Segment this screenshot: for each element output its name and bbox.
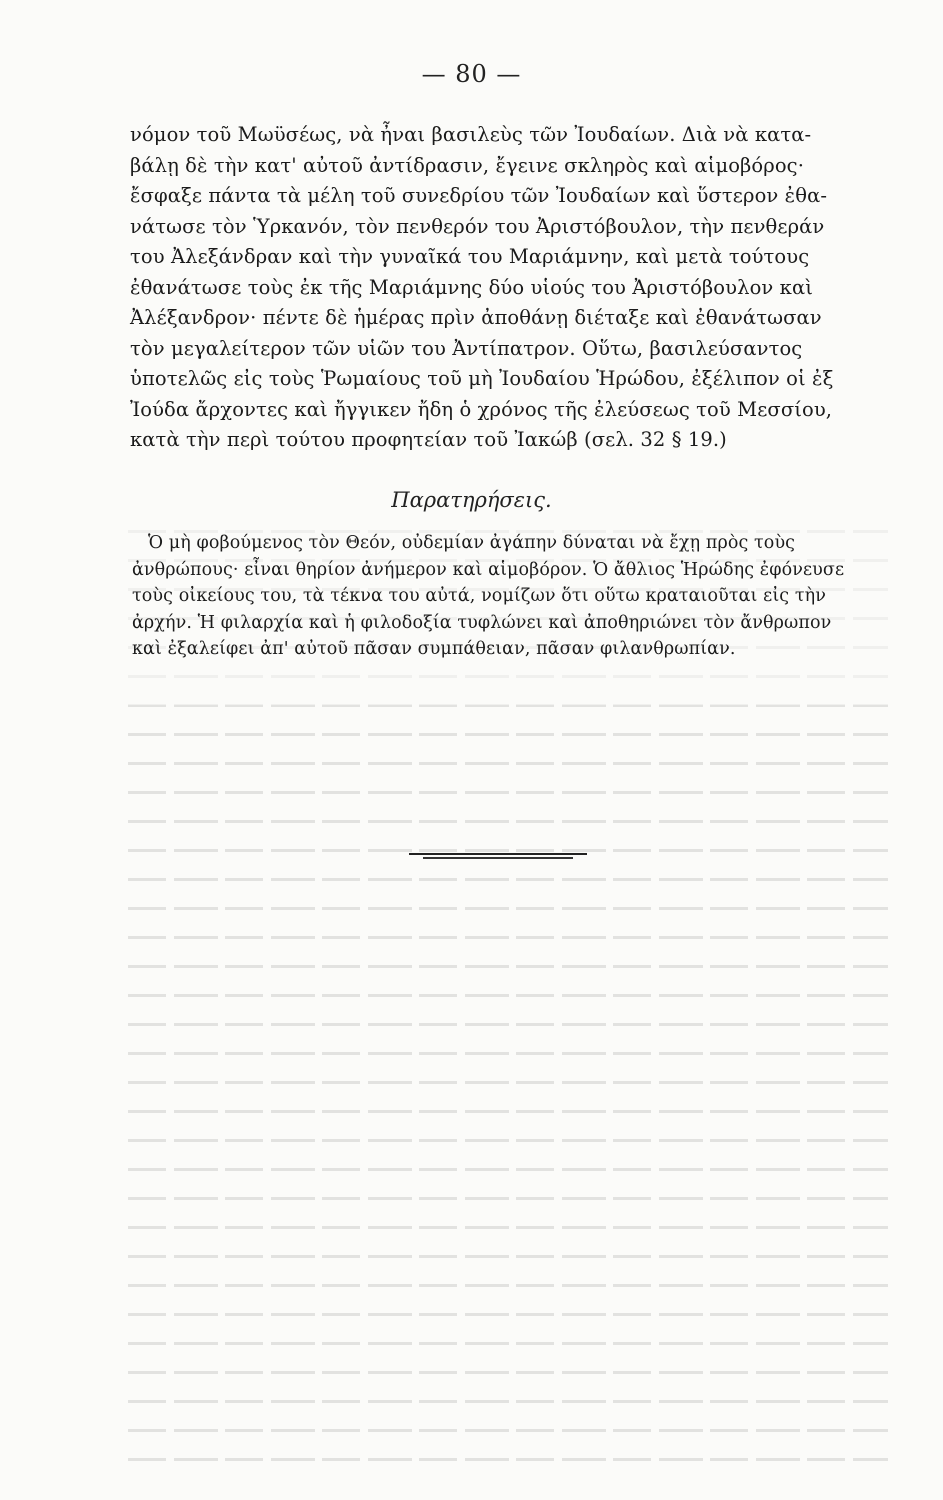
notes-line: Ὁ μὴ φοβούμενος τὸν Θεόν, οὐδεμίαν ἀγάπην δύναται νὰ ἔχῃ πρὸς τοὺς — [148, 533, 796, 553]
notes-line: τοὺς οἰκείους του, τὰ τέκνα του αὐτά, νομίζων ὅτι οὕτω κραταιοῦται εἰς τὴν — [132, 586, 826, 606]
text-line: ἐθανάτωσε τοὺς ἐκ τῆς Μαριάμνης δύο υἱούς του Ἀριστόβουλον καὶ — [130, 275, 813, 299]
section-end-rule — [409, 853, 587, 859]
rule-line-thin — [423, 857, 573, 859]
notes-paragraph — [132, 530, 880, 663]
text-line: ὑποτελῶς εἰς τοὺς Ῥωμαίους τοῦ μὴ Ἰουδαίου Ἡρώδου, ἐξέλιπον οἱ ἐξ — [130, 367, 834, 390]
main-paragraph — [130, 120, 880, 456]
page-number: — 80 — — [421, 60, 522, 88]
text-line: του Ἀλεξάνδραν καὶ τὴν γυναῖκά του Μαριάμνην, καὶ μετὰ τούτους — [130, 245, 810, 268]
text-line: τὸν μεγαλείτερον τῶν υἱῶν του Ἀντίπατρον. Οὕτω, βασιλεύσαντος — [130, 336, 803, 360]
text-line: βάλῃ δὲ τὴν κατ' αὐτοῦ ἀντίδρασιν, ἔγεινε σκληρὸς καὶ αἱμοβόρος· — [130, 153, 804, 177]
text-line: κατὰ τὴν περὶ τούτου προφητείαν τοῦ Ἰακώβ (σελ. 32 § 19.) — [130, 428, 727, 451]
notes-line: ἀνθρώπους· εἶναι θηρίον ἀνήμερον καὶ αἱμοβόρον. Ὁ ἄθλιος Ἡρώδης ἐφόνευσε — [132, 559, 845, 580]
text-line: Ἰούδα ἄρχοντες καὶ ἤγγικεν ἤδη ὁ χρόνος τῆς ἐλεύσεως τοῦ Μεσσίου, — [130, 397, 833, 421]
text-line: Ἀλέξανδρον· πέντε δὲ ἡμέρας πρὶν ἀποθάνῃ διέταξε καὶ ἐθανάτωσαν — [130, 306, 822, 329]
rule-line-thick — [409, 853, 587, 855]
text-line: νάτωσε τὸν Ὑρκανόν, τὸν πενθερόν του Ἀριστόβουλον, τὴν πενθεράν — [130, 214, 825, 238]
notes-line: καὶ ἐξαλείφει ἀπ' αὐτοῦ πᾶσαν συμπάθειαν, πᾶσαν φιλανθρωπίαν. — [132, 639, 736, 659]
notes-line: ἀρχήν. Ἡ φιλαρχία καὶ ἡ φιλοδοξία τυφλώνει καὶ ἀποθηριώνει τὸν ἄνθρωπον — [132, 612, 832, 633]
text-line: νόμον τοῦ Μωϋσέως, νὰ ἦναι βασιλεὺς τῶν Ἰουδαίων. Διὰ νὰ κατα- — [130, 123, 812, 146]
notes-heading: Παρατηρήσεις. — [391, 488, 552, 512]
text-line: ἔσφαξε πάντα τὰ μέλη τοῦ συνεδρίου τῶν Ἰουδαίων καὶ ὕστερον ἐθα- — [130, 184, 828, 207]
